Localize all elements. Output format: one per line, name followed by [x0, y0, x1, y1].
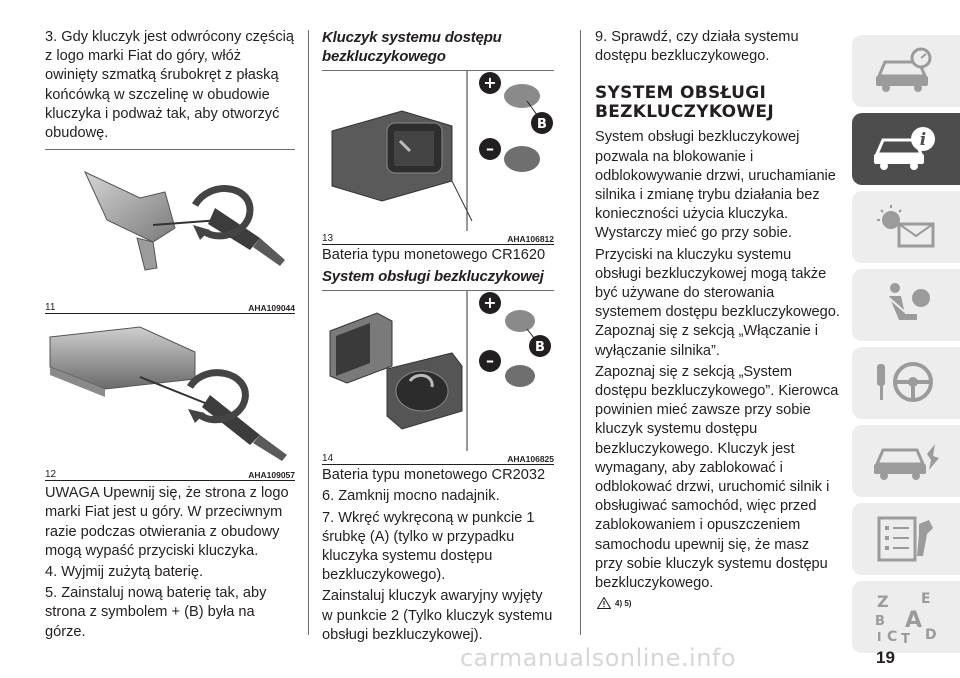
figure-11	[45, 150, 295, 300]
tab-getting-to-know[interactable]	[852, 113, 960, 185]
section-subheading: Kluczyk systemu dostępu bezkluczykowego	[322, 29, 502, 65]
maintenance-checklist-icon	[871, 514, 941, 564]
index-letter-b: B	[875, 614, 885, 629]
index-letter-c: C	[887, 629, 898, 645]
figure-code: AHA109057	[248, 470, 295, 481]
index-letter-t: T	[901, 632, 910, 645]
figure-11-caption	[45, 301, 295, 313]
section-heading: SYSTEM OBSŁUGI BEZKLUCZYKOWEJ	[595, 83, 774, 123]
column-left	[45, 28, 295, 644]
figure-12-caption	[45, 468, 295, 480]
index-letter-i: I	[877, 630, 882, 644]
figure-code: AHA109044	[248, 303, 295, 314]
column-middle	[322, 28, 554, 647]
caption-rule	[45, 480, 295, 481]
figure-13	[322, 71, 554, 231]
warning-light-message-icon	[871, 202, 941, 252]
figure-13-illustration	[322, 71, 554, 231]
label-b: B	[537, 117, 547, 132]
figure-11-illustration	[45, 150, 295, 300]
tab-warning-lights[interactable]	[852, 191, 960, 263]
key-steering-wheel-icon	[871, 358, 941, 408]
info-letter: i	[919, 130, 927, 150]
figure-14-illustration	[322, 291, 554, 451]
step-4-text: 4. Wyjmij zużytą baterię.	[45, 564, 204, 581]
keyless-requirements-text: Zapoznaj się z sekcją „System dostępu bezkluczykowego”. Kierowca powinien mieć zawsze przy sobie kluczyk systemu dostępu bezkluczykowego. Kluczyk jest wymagany, aby zablokować i odblokować drzwi, uruchomić silnik i obsługiwać samochód, więc przed zablokowaniem i opuszczeniem samochodu upewnij się, że masz przy sobie kluczyk systemu dostępu bezkluczykowego.	[595, 363, 839, 592]
car-dashboard-icon	[871, 46, 941, 96]
column-right	[595, 28, 840, 609]
warning-reference-numbers: 4) 5)	[615, 598, 632, 608]
figure-12-illustration	[45, 317, 295, 467]
plus-symbol: +	[483, 293, 497, 313]
step-6-text: 6. Zamknij mocno nadajnik.	[322, 488, 500, 505]
warning-references	[597, 597, 840, 609]
tab-dashboard[interactable]	[852, 35, 960, 107]
keyless-intro-text: System obsługi bezkluczykowej pozwala na blokowanie i odblokowywanie drzwi, uruchamianie silnika i zmianę trybu działania bez konieczności użycia kluczyka. Wystarczy mieć go przy sobie.	[595, 129, 836, 242]
caption-rule	[322, 464, 554, 465]
warning-text: UWAGA Upewnij się, że strona z logo marki Fiat jest u góry. W przeciwnym razie podczas otwierania z obudowy mogą wypaść przyciski kluczyka.	[45, 485, 289, 559]
section-subheading: System obsługi bezkluczykowej	[322, 268, 544, 286]
step-7-text: 7. Wkręć wykręconą w punkcie 1 śrubkę (A) (tylko w przypadku kluczyka systemu dostępu bezkluczykowego).	[322, 509, 535, 584]
column-divider	[308, 30, 309, 635]
watermark: carmanualsonline.info	[459, 644, 737, 672]
airbag-seat-icon	[871, 280, 941, 330]
figure-number: 11	[45, 302, 56, 314]
index-letter-z: Z	[877, 592, 889, 611]
minus-symbol: –	[486, 351, 494, 371]
figure-13-caption	[322, 232, 554, 244]
figure-code: AHA106812	[507, 234, 554, 244]
page-number: 19	[876, 648, 895, 667]
keyless-buttons-text: Przyciski na kluczyku systemu obsługi bezkluczykowej mogą także być używane do sterowania systemem dostępu bezkluczykowego. Zapoznaj się z sekcją „Włączanie i wyłączanie silnika”.	[595, 246, 840, 359]
plus-symbol: +	[483, 73, 497, 92]
minus-symbol: –	[486, 139, 494, 158]
figure-14	[322, 291, 554, 451]
figure-14-description: Bateria typu monetowego CR2032	[322, 467, 546, 484]
column-divider	[580, 30, 581, 635]
chapter-tabs	[852, 35, 960, 659]
index-letter-a: A	[905, 608, 923, 633]
tab-safety[interactable]	[852, 269, 960, 341]
tab-starting-driving[interactable]	[852, 347, 960, 419]
figure-12	[45, 317, 295, 467]
tab-index[interactable]	[852, 581, 960, 653]
caption-rule	[45, 313, 295, 314]
figure-code: AHA106825	[507, 454, 554, 465]
emergency-key-text: Zainstaluj kluczyk awaryjny wyjęty w punkcie 2 (Tylko kluczyk systemu obsługi bezkluczykowej).	[322, 588, 553, 643]
car-info-icon	[871, 124, 941, 174]
figure-number: 13	[322, 233, 334, 244]
figure-number: 12	[45, 469, 57, 481]
step-3-text: 3. Gdy kluczyk jest odwrócony częścią z logo marki Fiat do góry, włóż owinięty szmatką śrubokręt z płaską końcówką w szczelinę w obudowie kluczyka i podważ tak, aby otworzyć obudowę.	[45, 29, 294, 142]
caption-rule	[322, 244, 554, 245]
warning-triangle-icon	[597, 597, 611, 609]
tab-maintenance[interactable]	[852, 503, 960, 575]
step-9-text: 9. Sprawdź, czy działa systemu dostępu bezkluczykowego.	[595, 29, 799, 65]
figure-13-description: Bateria typu monetowego CR1620	[322, 247, 546, 263]
alphabetical-index-icon	[871, 589, 941, 645]
label-b: B	[535, 340, 545, 356]
car-breakdown-icon	[871, 436, 941, 486]
index-letter-e: E	[921, 591, 931, 607]
figure-number: 14	[322, 453, 334, 465]
figure-14-caption	[322, 452, 554, 464]
tab-emergency[interactable]	[852, 425, 960, 497]
index-letter-d: D	[925, 627, 937, 643]
step-5-text: 5. Zainstaluj nową baterię tak, aby strona z symbolem + (B) była na górze.	[45, 585, 267, 640]
